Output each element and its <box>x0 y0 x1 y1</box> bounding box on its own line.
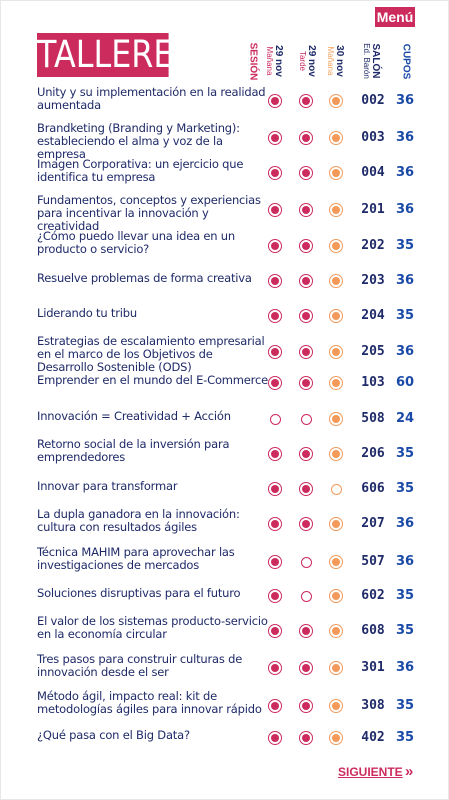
seats-count: 36 <box>395 516 415 531</box>
session-3-indicator[interactable] <box>332 169 340 177</box>
workshop-row[interactable] <box>0 230 449 262</box>
session-2-indicator[interactable] <box>302 664 310 672</box>
seats-count: 35 <box>395 730 415 745</box>
seats-count: 24 <box>395 411 415 426</box>
session-2-indicator[interactable] <box>302 348 310 356</box>
session-2-indicator[interactable] <box>302 450 310 458</box>
workshop-name: Resuelve problemas de forma creativa <box>37 271 252 285</box>
session-3-indicator[interactable] <box>332 592 340 600</box>
header-room <box>362 31 380 91</box>
workshop-row[interactable] <box>0 121 449 161</box>
session-3-indicator[interactable] <box>332 242 340 250</box>
seats-count: 36 <box>395 660 415 675</box>
workshop-name: Tres pasos para construir culturas de innovación desde el ser <box>37 652 243 679</box>
session-3-indicator[interactable] <box>332 627 340 635</box>
workshop-name: El valor de los sistemas producto-servicio en la economía circular <box>37 614 268 641</box>
room-number: 508 <box>361 411 385 426</box>
session-2-indicator[interactable] <box>301 591 312 602</box>
room-number: 301 <box>361 660 385 675</box>
workshop-name: Estrategias de escalamiento empresarial en el marco de los Objetivos de Desarrollo Sostenible (ODS) <box>37 334 265 374</box>
session-1-indicator[interactable] <box>271 206 279 214</box>
header-day3-date: 30 nov <box>334 45 345 77</box>
session-1-indicator[interactable] <box>271 97 279 105</box>
session-1-indicator[interactable] <box>271 169 279 177</box>
workshop-row[interactable] <box>0 158 449 188</box>
header-day2-time: Tarde <box>298 50 307 71</box>
header-seats-label: CUPOS <box>400 43 412 79</box>
header-day2-date: 29 nov <box>306 45 317 77</box>
session-2-indicator[interactable] <box>302 134 310 142</box>
workshop-row[interactable] <box>0 334 449 374</box>
workshop-row[interactable] <box>0 546 449 578</box>
header-seats <box>397 31 415 91</box>
room-number: 507 <box>361 554 385 569</box>
room-number: 602 <box>361 588 385 603</box>
session-1-indicator[interactable] <box>271 558 279 566</box>
session-2-indicator[interactable] <box>301 414 312 425</box>
session-1-indicator[interactable] <box>271 592 279 600</box>
session-3-indicator[interactable] <box>332 520 340 528</box>
header-session <box>244 31 262 91</box>
room-number: 207 <box>361 516 385 531</box>
session-1-indicator[interactable] <box>271 520 279 528</box>
session-2-indicator[interactable] <box>302 169 310 177</box>
seats-count: 36 <box>395 273 415 288</box>
session-1-indicator[interactable] <box>271 277 279 285</box>
session-1-indicator[interactable] <box>271 627 279 635</box>
session-1-indicator[interactable] <box>271 312 279 320</box>
seats-count: 36 <box>395 202 415 217</box>
workshop-row[interactable] <box>0 727 449 749</box>
workshop-name: Emprender en el mundo del E-Commerce <box>37 373 268 387</box>
workshop-row[interactable] <box>0 270 449 292</box>
workshop-name: Liderando tu tribu <box>37 306 137 320</box>
seats-count: 35 <box>395 588 415 603</box>
session-3-indicator[interactable] <box>332 206 340 214</box>
session-2-indicator[interactable] <box>302 242 310 250</box>
session-2-indicator[interactable] <box>302 379 310 387</box>
seats-count: 35 <box>395 446 415 461</box>
room-number: 608 <box>361 623 385 638</box>
workshop-row[interactable] <box>0 585 449 607</box>
room-number: 606 <box>361 481 385 496</box>
header-room-label: SALÓN <box>370 43 382 79</box>
workshop-name: Imagen Corporativa: un ejercicio que identifica tu empresa <box>37 157 244 184</box>
session-1-indicator[interactable] <box>271 242 279 250</box>
workshop-name: Unity y su implementación en la realidad aumentada <box>37 85 266 112</box>
workshop-row[interactable] <box>0 86 449 116</box>
workshop-name: Brandketing (Branding y Marketing): estableciendo el alma y voz de la empresa <box>37 121 240 161</box>
workshop-name: Técnica MAHIM para aprovechar las investigaciones de mercados <box>37 545 235 572</box>
room-number: 308 <box>361 698 385 713</box>
session-2-indicator[interactable] <box>301 557 312 568</box>
session-2-indicator[interactable] <box>302 627 310 635</box>
room-number: 205 <box>361 344 385 359</box>
seats-count: 60 <box>395 375 415 390</box>
double-chevron-right-icon[interactable]: » <box>405 763 414 780</box>
workshop-row[interactable] <box>0 305 449 327</box>
session-2-indicator[interactable] <box>302 277 310 285</box>
session-2-indicator[interactable] <box>302 702 310 710</box>
room-number: 201 <box>361 202 385 217</box>
session-2-indicator[interactable] <box>302 520 310 528</box>
seats-count: 35 <box>395 481 415 496</box>
room-number: 103 <box>361 375 385 390</box>
room-number: 002 <box>361 93 385 108</box>
header-session-label: SESIÓN <box>247 42 259 80</box>
room-number: 402 <box>361 730 385 745</box>
workshop-row[interactable] <box>0 408 449 430</box>
next-button[interactable]: SIGUIENTE <box>338 765 403 779</box>
menu-button[interactable]: Menú <box>376 9 414 25</box>
seats-count: 36 <box>395 554 415 569</box>
session-3-indicator[interactable] <box>332 702 340 710</box>
workshop-name: ¿Qué pasa con el Big Data? <box>37 728 190 742</box>
workshop-row[interactable] <box>0 615 449 647</box>
session-3-indicator[interactable] <box>332 558 340 566</box>
header-day2 <box>298 31 316 91</box>
workshop-row[interactable] <box>0 690 449 722</box>
session-2-indicator[interactable] <box>302 485 310 493</box>
session-1-indicator[interactable] <box>271 348 279 356</box>
workshop-name: ¿Cómo puedo llevar una idea en un producto o servicio? <box>37 229 235 256</box>
session-1-indicator[interactable] <box>271 664 279 672</box>
seats-count: 36 <box>395 344 415 359</box>
workshop-row[interactable] <box>0 438 449 470</box>
header-day3 <box>326 31 344 91</box>
session-3-indicator[interactable] <box>332 134 340 142</box>
workshop-name: La dupla ganadora en la innovación: cultura con resultados ágiles <box>37 507 240 534</box>
room-number: 004 <box>361 165 385 180</box>
session-3-indicator[interactable] <box>332 348 340 356</box>
seats-count: 35 <box>395 238 415 253</box>
session-3-indicator[interactable] <box>332 415 340 423</box>
header-day1 <box>265 31 283 91</box>
workshop-row[interactable] <box>0 508 449 540</box>
room-number: 204 <box>361 308 385 323</box>
header-day1-time: Mañana <box>265 46 274 76</box>
workshop-name: Método ágil, impacto real: kit de metodologías ágiles para innovar rápido <box>37 689 262 716</box>
room-number: 003 <box>361 130 385 145</box>
workshop-row[interactable] <box>0 372 449 394</box>
header-day1-date: 29 nov <box>273 45 284 77</box>
header-day3-time: Mañana <box>326 46 335 76</box>
room-number: 203 <box>361 273 385 288</box>
session-3-indicator[interactable] <box>332 312 340 320</box>
room-number: 202 <box>361 238 385 253</box>
workshop-row[interactable] <box>0 478 449 500</box>
workshop-name: Retorno social de la inversión para emprendedores <box>37 437 230 464</box>
session-2-indicator[interactable] <box>302 312 310 320</box>
session-2-indicator[interactable] <box>302 206 310 214</box>
session-1-indicator[interactable] <box>271 485 279 493</box>
workshop-name: Innovar para transformar <box>37 479 178 493</box>
header-room-sub: Ed. Barón <box>362 43 372 79</box>
seats-count: 35 <box>395 308 415 323</box>
session-1-indicator[interactable] <box>270 414 281 425</box>
session-1-indicator[interactable] <box>271 450 279 458</box>
workshop-name: Fundamentos, conceptos y experiencias para incentivar la innovación y creatividad <box>37 193 261 233</box>
session-3-indicator[interactable] <box>332 97 340 105</box>
room-number: 206 <box>361 446 385 461</box>
page-title: TALLERES <box>37 33 194 76</box>
seats-count: 36 <box>395 130 415 145</box>
workshop-row[interactable] <box>0 653 449 683</box>
session-3-indicator[interactable] <box>332 277 340 285</box>
session-3-indicator[interactable] <box>332 734 340 742</box>
workshop-name: Soluciones disruptivas para el futuro <box>37 586 241 600</box>
session-2-indicator[interactable] <box>302 734 310 742</box>
seats-count: 36 <box>395 93 415 108</box>
session-1-indicator[interactable] <box>271 702 279 710</box>
session-3-indicator[interactable] <box>332 379 340 387</box>
seats-count: 36 <box>395 165 415 180</box>
workshop-row[interactable] <box>0 193 449 233</box>
session-1-indicator[interactable] <box>271 134 279 142</box>
session-3-indicator[interactable] <box>332 450 340 458</box>
session-3-indicator[interactable] <box>332 664 340 672</box>
session-1-indicator[interactable] <box>271 734 279 742</box>
session-2-indicator[interactable] <box>302 97 310 105</box>
seats-count: 35 <box>395 623 415 638</box>
session-1-indicator[interactable] <box>271 379 279 387</box>
workshop-name: Innovación = Creatividad + Acción <box>37 409 231 423</box>
seats-count: 35 <box>395 698 415 713</box>
session-3-indicator[interactable] <box>331 484 342 495</box>
